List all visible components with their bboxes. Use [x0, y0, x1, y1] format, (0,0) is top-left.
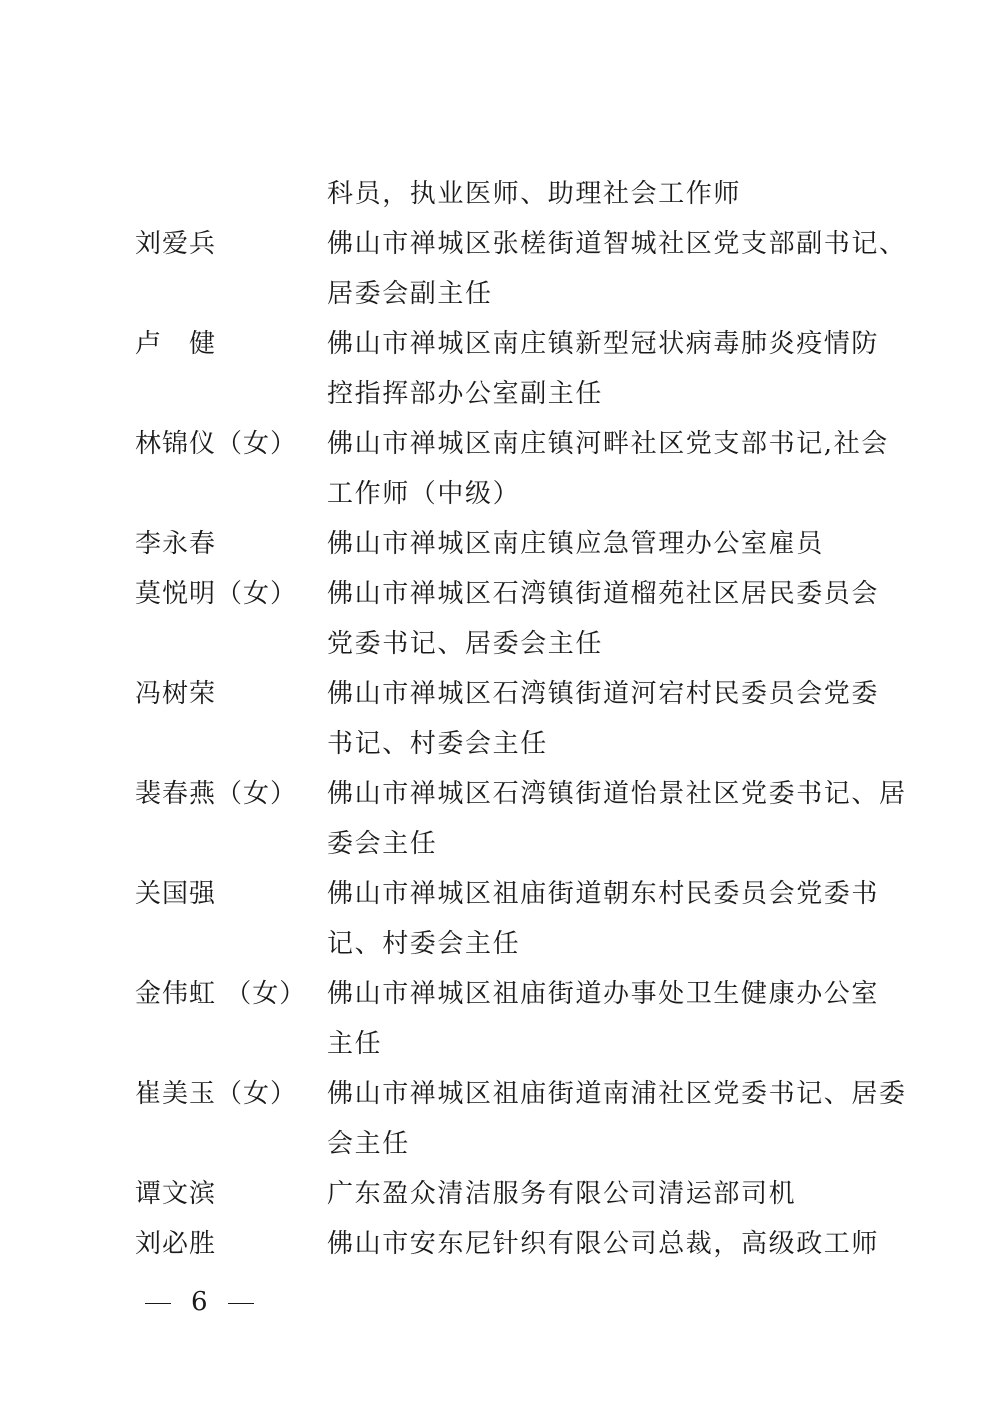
entry-name: 裴春燕（女）: [135, 779, 298, 809]
entry-name: 关国强: [135, 879, 217, 909]
page-footer: [145, 1282, 254, 1322]
footer-dash-right: [228, 1303, 254, 1304]
entry-row: [0, 519, 1000, 569]
footer-dash-left: [145, 1303, 171, 1304]
entry-title-line: 居委会副主任: [327, 279, 493, 309]
entry-title-line: 佛山市禅城区石湾镇街道怡景社区党委书记、居: [327, 779, 907, 809]
entry-name: 冯树荣: [135, 679, 217, 709]
entry-name: 李永春: [135, 529, 217, 559]
entry-row: [0, 1219, 1000, 1269]
entry-row: [0, 969, 1000, 1019]
entry-row: [0, 269, 1000, 319]
entry-title-line: 佛山市禅城区石湾镇街道榴苑社区居民委员会: [327, 579, 880, 609]
entry-row: [0, 869, 1000, 919]
entry-row: [0, 619, 1000, 669]
entry-row: [0, 169, 1000, 219]
entry-title-line: 控指挥部办公室副主任: [327, 379, 604, 409]
entry-row: [0, 469, 1000, 519]
entry-row: [0, 669, 1000, 719]
entry-row: [0, 419, 1000, 469]
entry-title-line: 佛山市禅城区祖庙街道南浦社区党委书记、居委: [327, 1079, 907, 1109]
entry-row: [0, 369, 1000, 419]
entry-name: 卢 健: [135, 329, 217, 359]
entry-row: [0, 719, 1000, 769]
entry-title-line: 记、村委会主任: [327, 929, 521, 959]
entry-title-line: 佛山市禅城区祖庙街道朝东村民委员会党委书: [327, 879, 880, 909]
entry-title-line: 佛山市安东尼针织有限公司总裁，高级政工师: [327, 1229, 880, 1259]
entry-title-line: 佛山市禅城区南庄镇应急管理办公室雇员: [327, 529, 824, 559]
entry-title-line: 书记、村委会主任: [327, 729, 548, 759]
entry-row: [0, 1019, 1000, 1069]
entry-title-line: 佛山市禅城区南庄镇新型冠状病毒肺炎疫情防: [327, 329, 880, 359]
entry-title-line: 广东盈众清洁服务有限公司清运部司机: [327, 1179, 797, 1209]
entry-name: 林锦仪（女）: [135, 429, 298, 459]
entry-name: 刘必胜: [135, 1229, 217, 1259]
entry-title-line: 党委书记、居委会主任: [327, 629, 604, 659]
entry-name: 崔美玉（女）: [135, 1079, 298, 1109]
entry-row: [0, 569, 1000, 619]
entry-title-line: 佛山市禅城区南庄镇河畔社区党支部书记,社会: [327, 429, 889, 459]
page-number: 6: [191, 1287, 208, 1317]
entry-row: [0, 1069, 1000, 1119]
entry-row: [0, 769, 1000, 819]
entry-title-line: 主任: [327, 1029, 383, 1059]
entry-title-line: 工作师（中级）: [327, 479, 521, 509]
entry-title-line: 佛山市禅城区石湾镇街道河宕村民委员会党委: [327, 679, 880, 709]
entry-row: [0, 919, 1000, 969]
entry-row: [0, 1119, 1000, 1169]
entry-name: 刘爱兵: [135, 229, 217, 259]
entry-name: 莫悦明（女）: [135, 579, 298, 609]
entry-name: 谭文滨: [135, 1179, 217, 1209]
entry-title-line: 佛山市禅城区祖庙街道办事处卫生健康办公室: [327, 979, 880, 1009]
entry-title-line: 科员，执业医师、助理社会工作师: [327, 179, 742, 209]
entry-name: 金伟虹 （女）: [135, 979, 307, 1009]
entry-row: [0, 219, 1000, 269]
entry-title-line: 会主任: [327, 1129, 410, 1159]
entry-title-line: 佛山市禅城区张槎街道智城社区党支部副书记、: [327, 229, 907, 259]
entry-title-line: 委会主任: [327, 829, 438, 859]
entry-row: [0, 319, 1000, 369]
entry-row: [0, 1169, 1000, 1219]
entry-row: [0, 819, 1000, 869]
